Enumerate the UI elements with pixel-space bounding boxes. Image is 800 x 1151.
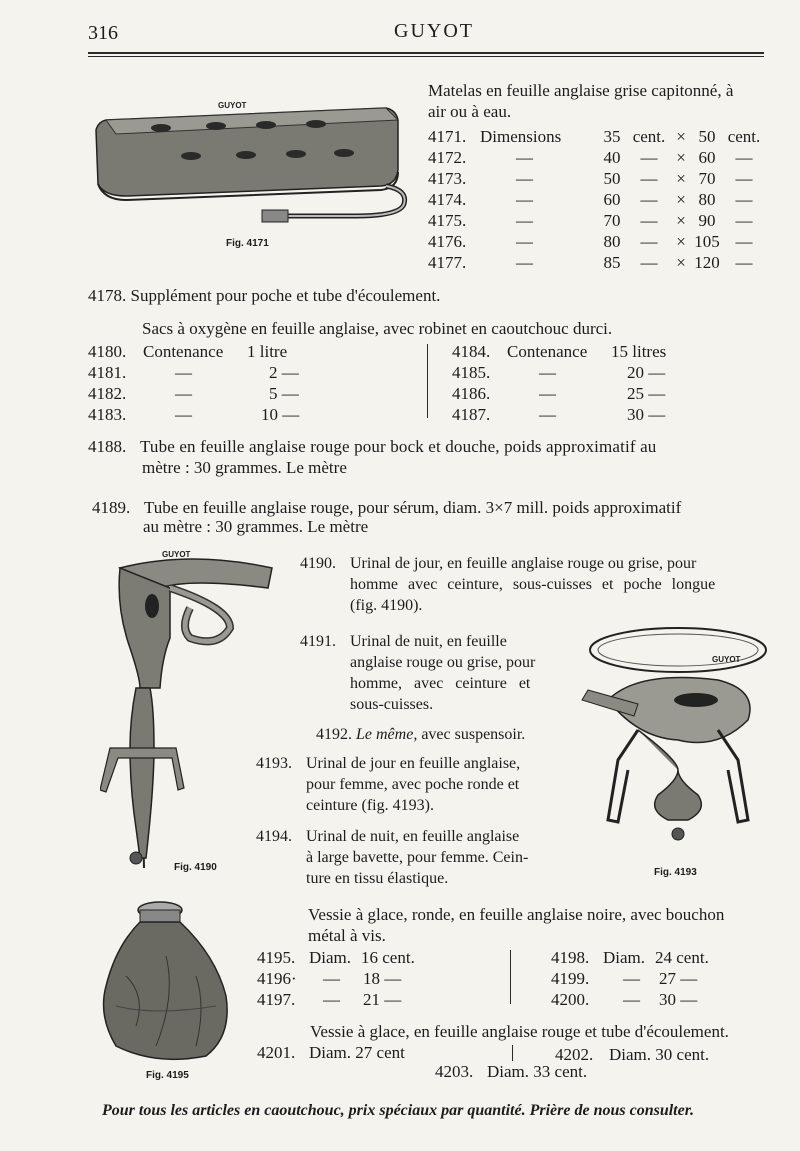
table-row xyxy=(428,189,764,210)
tube-4189-line-1: Tube en feuille anglaise rouge, pour sérum, diam. 3×7 mill. poids approximatif xyxy=(144,498,682,517)
urinal-4191-entry xyxy=(300,631,507,652)
item-number: 4175. xyxy=(428,211,467,230)
dimension-label: — xyxy=(516,211,533,230)
item-number: 4180. xyxy=(88,342,127,361)
table-row xyxy=(257,989,415,1010)
diameter-value: 18 — xyxy=(363,969,402,988)
times-sign: × xyxy=(676,232,686,251)
diameter-text: Diam. 27 cent xyxy=(309,1043,405,1062)
length-unit: — xyxy=(735,190,753,209)
diameter-value: 27 — xyxy=(659,969,698,988)
table-row xyxy=(452,383,666,404)
mattress-brand: GUYOT xyxy=(218,101,247,110)
length-unit: cent. xyxy=(727,127,761,146)
capacity-label: — xyxy=(175,405,192,424)
table-row xyxy=(452,341,666,362)
header-rule xyxy=(88,52,764,54)
width-value: 85 xyxy=(603,253,621,272)
dimension-label: Dimensions xyxy=(480,127,562,146)
mattress-description-line-1: Matelas en feuille anglaise grise capitonné, à xyxy=(428,81,734,100)
tube-4189-line-2: au mètre : 30 grammes. Le mètre xyxy=(143,517,369,536)
width-value: 40 xyxy=(603,148,621,167)
diameter-text: Diam. 30 cent. xyxy=(609,1045,710,1064)
width-unit: — xyxy=(640,253,658,272)
item-number: 4191. xyxy=(300,633,336,650)
length-value: 90 xyxy=(698,211,716,230)
tube-4188-line-1: Tube en feuille anglaise rouge pour bock et douche, poids approximatif au xyxy=(140,437,657,456)
dimension-label: — xyxy=(516,169,533,188)
item-number: 4203. xyxy=(435,1062,474,1081)
female-urinal-brand: GUYOT xyxy=(712,655,741,664)
figure-caption-4171: Fig. 4171 xyxy=(226,238,269,249)
dimension-label: — xyxy=(516,232,533,251)
urinal-4193-line-1: Urinal de jour en feuille anglaise, xyxy=(306,755,521,772)
diameter-value: 24 cent. xyxy=(655,948,709,967)
urinal-4194-entry xyxy=(256,826,519,847)
ice-bag-intro-line-1: Vessie à glace, ronde, en feuille anglaise noire, avec bouchon xyxy=(308,905,725,924)
diameter-label: — xyxy=(623,990,640,1009)
male-urinal-brand: GUYOT xyxy=(162,550,191,559)
width-unit: cent. xyxy=(632,127,666,146)
capacity-value: 25 — xyxy=(627,384,666,403)
length-value: 70 xyxy=(698,169,716,188)
ice-bag-second-intro: Vessie à glace, en feuille anglaise rouge et tube d'écoulement. xyxy=(310,1022,729,1041)
times-sign: × xyxy=(676,211,686,230)
table-row xyxy=(551,968,709,989)
capacity-value: 30 — xyxy=(627,405,666,424)
item-number: 4183. xyxy=(88,405,127,424)
diameter-label: — xyxy=(323,969,340,988)
table-row xyxy=(88,383,299,404)
times-sign: × xyxy=(676,190,686,209)
item-number: 4184. xyxy=(452,342,491,361)
female-urinal-illustration xyxy=(578,620,778,860)
table-row xyxy=(88,404,299,425)
item-number: 4195. xyxy=(257,948,296,967)
ice-bag-table-left xyxy=(257,947,415,1010)
oxygen-intro: Sacs à oxygène en feuille anglaise, avec robinet en caoutchouc durci. xyxy=(142,319,613,338)
item-number: 4187. xyxy=(452,405,491,424)
table-row xyxy=(428,231,764,252)
table-row xyxy=(551,947,709,968)
diameter-label: Diam. xyxy=(309,948,352,967)
table-row xyxy=(428,252,764,273)
table-row xyxy=(452,404,666,425)
length-unit: — xyxy=(735,232,753,251)
diameter-label: Diam. xyxy=(603,948,646,967)
table-row xyxy=(88,341,299,362)
tube-4188-line-2: mètre : 30 grammes. Le mètre xyxy=(142,458,347,477)
item-number: 4173. xyxy=(428,169,467,188)
ice-bag-4203-entry xyxy=(435,1061,587,1082)
width-unit: — xyxy=(640,211,658,230)
length-unit: — xyxy=(735,253,753,272)
capacity-value: 1 litre xyxy=(247,342,288,361)
times-sign: × xyxy=(676,127,686,146)
width-unit: — xyxy=(640,148,658,167)
capacity-label: Contenance xyxy=(143,342,224,361)
length-value: 120 xyxy=(694,253,720,272)
urinal-4191-line-1: Urinal de nuit, en feuille xyxy=(350,633,507,650)
urinal-4190-line-1: Urinal de jour, en feuille anglaise rouge ou grise, pour xyxy=(350,555,697,572)
table-row xyxy=(428,168,764,189)
diameter-label: — xyxy=(623,969,640,988)
item-number: 4174. xyxy=(428,190,467,209)
urinal-4190-entry xyxy=(300,553,696,574)
capacity-label: — xyxy=(539,384,556,403)
mattress-description-line-2: air ou à eau. xyxy=(428,102,512,121)
urinal-4190-line-3: (fig. 4190). xyxy=(350,597,423,614)
page-number: 316 xyxy=(88,22,118,44)
width-unit: — xyxy=(640,232,658,251)
oxygen-table-left xyxy=(88,341,299,425)
item-number: 4190. xyxy=(300,555,336,572)
diameter-value: 16 cent. xyxy=(361,948,415,967)
capacity-label: — xyxy=(175,384,192,403)
urinal-4193-line-3: ceinture (fig. 4193). xyxy=(306,797,434,814)
dimension-label: — xyxy=(516,190,533,209)
urinal-4194-line-2: à large bavette, pour femme. Cein- xyxy=(306,849,529,866)
table-row xyxy=(88,362,299,383)
ice-bag-table-right xyxy=(551,947,709,1010)
capacity-value: 20 — xyxy=(627,363,666,382)
dimension-label: — xyxy=(516,148,533,167)
dimension-label: — xyxy=(516,253,533,272)
supplement-entry xyxy=(88,285,440,306)
figure-caption-4195: Fig. 4195 xyxy=(146,1070,189,1081)
item-number: 4181. xyxy=(88,363,127,382)
item-number: 4197. xyxy=(257,990,296,1009)
length-value: 60 xyxy=(698,148,716,167)
table-row xyxy=(428,147,764,168)
length-value: 50 xyxy=(698,127,716,146)
urinal-4191-line-4: sous-cuisses. xyxy=(350,696,434,713)
male-urinal-illustration xyxy=(100,548,280,868)
urinal-4193-entry xyxy=(256,753,520,774)
column-divider xyxy=(510,950,511,1004)
item-number: 4189. xyxy=(92,498,131,517)
urinal-4190-line-2: homme avec ceinture, sous-cuisses et poche longue xyxy=(350,576,716,593)
urinal-4191-line-3: homme, avec ceinture et xyxy=(350,675,531,692)
capacity-value: 10 — xyxy=(261,405,300,424)
item-number: 4198. xyxy=(551,948,590,967)
capacity-value: 15 litres xyxy=(611,342,667,361)
width-value: 35 xyxy=(603,127,621,146)
item-number: 4171. xyxy=(428,127,467,146)
mattress-dimensions-table xyxy=(428,126,764,273)
table-row xyxy=(257,947,415,968)
item-number: 4186. xyxy=(452,384,491,403)
width-value: 60 xyxy=(603,190,621,209)
figure-caption-4190: Fig. 4190 xyxy=(174,862,217,873)
item-number: 4194. xyxy=(256,828,292,845)
width-unit: — xyxy=(640,169,658,188)
diameter-label: — xyxy=(323,990,340,1009)
column-divider xyxy=(512,1045,513,1061)
times-sign: × xyxy=(676,148,686,167)
length-value: 80 xyxy=(698,190,716,209)
table-row xyxy=(428,210,764,231)
urinal-4193-line-2: pour femme, avec poche ronde et xyxy=(306,776,520,793)
width-value: 80 xyxy=(603,232,621,251)
page-title: GUYOT xyxy=(394,20,474,42)
length-value: 105 xyxy=(694,232,720,251)
diameter-value: 30 — xyxy=(659,990,698,1009)
table-row xyxy=(452,362,666,383)
mattress-illustration xyxy=(86,100,416,260)
item-number: 4178. xyxy=(88,286,127,305)
item-number: 4176. xyxy=(428,232,467,251)
capacity-label: — xyxy=(539,363,556,382)
item-number: 4200. xyxy=(551,990,590,1009)
length-unit: — xyxy=(735,148,753,167)
item-number: 4182. xyxy=(88,384,127,403)
urinal-4194-line-1: Urinal de nuit, en feuille anglaise xyxy=(306,828,520,845)
figure-caption-4193: Fig. 4193 xyxy=(654,867,697,878)
item-number: 4185. xyxy=(452,363,491,382)
capacity-label: — xyxy=(175,363,192,382)
length-unit: — xyxy=(735,169,753,188)
tube-4188-entry xyxy=(88,436,656,457)
item-number: 4201. xyxy=(257,1043,296,1062)
item-number: 4192. xyxy=(316,726,352,743)
item-number: 4202. xyxy=(555,1045,594,1064)
diameter-value: 21 — xyxy=(363,990,402,1009)
table-row xyxy=(551,989,709,1010)
width-value: 50 xyxy=(603,169,621,188)
item-number: 4188. xyxy=(88,437,127,456)
width-value: 70 xyxy=(603,211,621,230)
footer-note: Pour tous les articles en caoutchouc, prix spéciaux par quantité. Prière de nous consulter. xyxy=(102,1102,695,1119)
urinal-4191-line-2: anglaise rouge ou grise, pour xyxy=(350,654,536,671)
width-unit: — xyxy=(640,190,658,209)
ice-bag-illustration xyxy=(96,896,236,1066)
capacity-label: Contenance xyxy=(507,342,588,361)
table-row xyxy=(428,126,764,147)
supplement-text: Supplément pour poche et tube d'écoulement. xyxy=(130,286,441,305)
capacity-value: 2 — xyxy=(269,363,299,382)
times-sign: × xyxy=(676,253,686,272)
item-number: 4177. xyxy=(428,253,467,272)
ice-bag-4201-entry xyxy=(257,1042,405,1063)
urinal-4194-line-3: ture en tissu élastique. xyxy=(306,870,449,887)
capacity-value: 5 — xyxy=(269,384,299,403)
length-unit: — xyxy=(735,211,753,230)
header-rule-thin xyxy=(88,56,764,57)
urinal-4192-entry xyxy=(316,724,525,745)
urinal-4192-italic: Le même, xyxy=(356,726,418,743)
capacity-label: — xyxy=(539,405,556,424)
column-divider xyxy=(427,344,428,418)
diameter-text: Diam. 33 cent. xyxy=(487,1062,588,1081)
times-sign: × xyxy=(676,169,686,188)
item-number: 4172. xyxy=(428,148,467,167)
item-number: 4193. xyxy=(256,755,292,772)
item-number: 4196· xyxy=(257,969,297,988)
ice-bag-intro-line-2: métal à vis. xyxy=(308,926,386,945)
urinal-4192-text: avec suspensoir. xyxy=(421,726,526,743)
item-number: 4199. xyxy=(551,969,590,988)
table-row xyxy=(257,968,415,989)
oxygen-table-right xyxy=(452,341,666,425)
tube-4189-entry xyxy=(92,497,681,518)
